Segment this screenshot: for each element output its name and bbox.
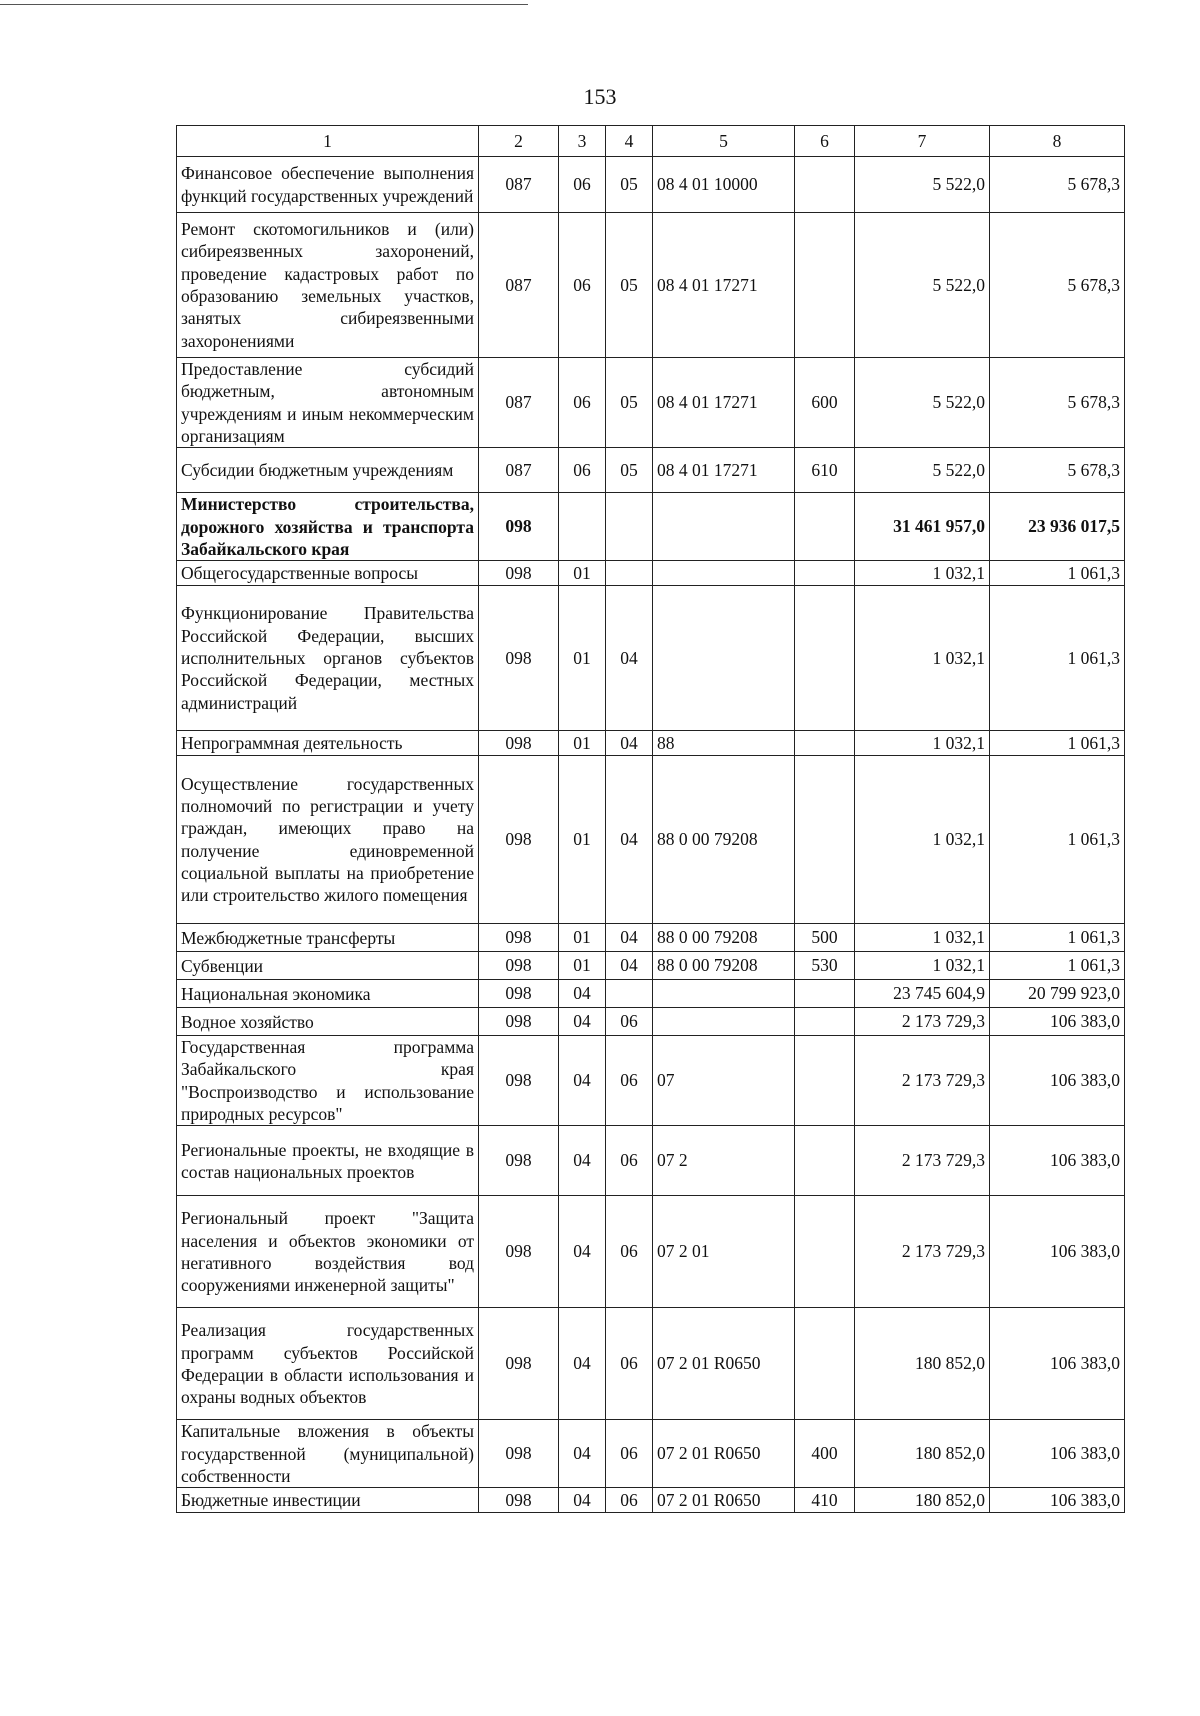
section-code: 04 — [559, 1420, 606, 1488]
grbs-code: 098 — [479, 586, 559, 731]
subsection-code — [606, 493, 653, 561]
row-name: Финансовое обеспечение выполнения функций государственных учреждений — [177, 157, 479, 213]
section-code: 01 — [559, 756, 606, 924]
table-row — [177, 1308, 1125, 1420]
table-row — [177, 448, 1125, 493]
grbs-code: 098 — [479, 731, 559, 756]
subsection-code — [606, 561, 653, 586]
target-article-code: 88 0 00 79208 — [653, 952, 795, 980]
amount-year-1: 5 522,0 — [855, 448, 990, 493]
section-code: 04 — [559, 1126, 606, 1196]
amount-year-1: 5 522,0 — [855, 157, 990, 213]
row-name: Водное хозяйство — [177, 1008, 479, 1036]
target-article-code: 07 — [653, 1036, 795, 1126]
row-name: Реализация государственных программ субъектов Российской Федерации в области использования и охраны водных объектов — [177, 1308, 479, 1420]
target-article-code: 08 4 01 10000 — [653, 157, 795, 213]
table-row — [177, 1036, 1125, 1126]
column-number-row — [177, 126, 1125, 157]
amount-year-1: 1 032,1 — [855, 731, 990, 756]
subsection-code: 06 — [606, 1420, 653, 1488]
grbs-code: 098 — [479, 1126, 559, 1196]
subsection-code: 06 — [606, 1488, 653, 1513]
grbs-code: 098 — [479, 952, 559, 980]
subsection-code: 05 — [606, 448, 653, 493]
section-code: 01 — [559, 952, 606, 980]
section-code: 04 — [559, 1196, 606, 1308]
expense-type-code — [795, 1008, 855, 1036]
subsection-code: 04 — [606, 952, 653, 980]
amount-year-1: 1 032,1 — [855, 924, 990, 952]
row-name: Общегосударственные вопросы — [177, 561, 479, 586]
section-code: 04 — [559, 1008, 606, 1036]
target-article-code: 07 2 01 R0650 — [653, 1308, 795, 1420]
target-article-code: 08 4 01 17271 — [653, 358, 795, 448]
target-article-code: 08 4 01 17271 — [653, 448, 795, 493]
row-name: Национальная экономика — [177, 980, 479, 1008]
grbs-code: 087 — [479, 358, 559, 448]
section-code: 01 — [559, 924, 606, 952]
row-name: Бюджетные инвестиции — [177, 1488, 479, 1513]
expense-type-code — [795, 1036, 855, 1126]
row-name: Государственная программа Забайкальского края "Воспроизводство и использование природных ресурсов" — [177, 1036, 479, 1126]
expense-type-code: 410 — [795, 1488, 855, 1513]
section-code: 06 — [559, 448, 606, 493]
section-code: 01 — [559, 586, 606, 731]
expense-type-code — [795, 561, 855, 586]
budget-table — [176, 125, 1125, 1513]
row-name: Ремонт скотомогильников и (или) сибиреязвенных захоронений, проведение кадастровых работ по образованию земельных участков, занятых сибиреязвенными захоронениями — [177, 213, 479, 358]
subsection-code: 05 — [606, 213, 653, 358]
section-code: 04 — [559, 1308, 606, 1420]
amount-year-2: 23 936 017,5 — [990, 493, 1125, 561]
expense-type-code — [795, 213, 855, 358]
row-name: Межбюджетные трансферты — [177, 924, 479, 952]
table-row — [177, 586, 1125, 731]
target-article-code: 07 2 01 R0650 — [653, 1488, 795, 1513]
table-row — [177, 1008, 1125, 1036]
amount-year-1: 180 852,0 — [855, 1420, 990, 1488]
amount-year-2: 5 678,3 — [990, 448, 1125, 493]
target-article-code — [653, 586, 795, 731]
grbs-code: 098 — [479, 980, 559, 1008]
subsection-code: 06 — [606, 1036, 653, 1126]
expense-type-code: 610 — [795, 448, 855, 493]
table-row — [177, 731, 1125, 756]
target-article-code — [653, 980, 795, 1008]
column-header: 2 — [479, 126, 559, 157]
amount-year-2: 106 383,0 — [990, 1036, 1125, 1126]
expense-type-code — [795, 586, 855, 731]
amount-year-1: 5 522,0 — [855, 358, 990, 448]
table-row — [177, 1126, 1125, 1196]
grbs-code: 098 — [479, 1488, 559, 1513]
section-code: 06 — [559, 358, 606, 448]
table-row — [177, 924, 1125, 952]
row-name: Региональные проекты, не входящие в состав национальных проектов — [177, 1126, 479, 1196]
row-name: Непрограммная деятельность — [177, 731, 479, 756]
target-article-code — [653, 493, 795, 561]
target-article-code: 07 2 01 R0650 — [653, 1420, 795, 1488]
amount-year-1: 31 461 957,0 — [855, 493, 990, 561]
expense-type-code — [795, 731, 855, 756]
expense-type-code: 600 — [795, 358, 855, 448]
section-code: 01 — [559, 561, 606, 586]
amount-year-1: 5 522,0 — [855, 213, 990, 358]
subsection-code: 04 — [606, 731, 653, 756]
section-code: 04 — [559, 1488, 606, 1513]
target-article-code: 88 0 00 79208 — [653, 756, 795, 924]
amount-year-2: 106 383,0 — [990, 1488, 1125, 1513]
amount-year-1: 1 032,1 — [855, 756, 990, 924]
amount-year-1: 1 032,1 — [855, 586, 990, 731]
column-header: 5 — [653, 126, 795, 157]
row-name: Осуществление государственных полномочий по регистрации и учету граждан, имеющих право на получение единовременной социальной выплаты на приобретение или строительство жилого помещения — [177, 756, 479, 924]
column-header: 1 — [177, 126, 479, 157]
section-code: 04 — [559, 980, 606, 1008]
amount-year-1: 23 745 604,9 — [855, 980, 990, 1008]
subsection-code: 06 — [606, 1196, 653, 1308]
row-name: Капитальные вложения в объекты государственной (муниципальной) собственности — [177, 1420, 479, 1488]
amount-year-2: 5 678,3 — [990, 157, 1125, 213]
grbs-code: 098 — [479, 493, 559, 561]
amount-year-2: 5 678,3 — [990, 213, 1125, 358]
subsection-code: 06 — [606, 1008, 653, 1036]
grbs-code: 098 — [479, 1308, 559, 1420]
row-name: Субвенции — [177, 952, 479, 980]
expense-type-code — [795, 493, 855, 561]
target-article-code: 08 4 01 17271 — [653, 213, 795, 358]
table-row — [177, 358, 1125, 448]
section-code: 04 — [559, 1036, 606, 1126]
amount-year-2: 106 383,0 — [990, 1420, 1125, 1488]
subsection-code: 04 — [606, 924, 653, 952]
amount-year-1: 2 173 729,3 — [855, 1196, 990, 1308]
amount-year-1: 1 032,1 — [855, 952, 990, 980]
expense-type-code — [795, 980, 855, 1008]
amount-year-2: 1 061,3 — [990, 756, 1125, 924]
grbs-code: 087 — [479, 213, 559, 358]
amount-year-2: 106 383,0 — [990, 1126, 1125, 1196]
table-row — [177, 1196, 1125, 1308]
target-article-code — [653, 1008, 795, 1036]
subsection-code: 06 — [606, 1126, 653, 1196]
table-row — [177, 157, 1125, 213]
row-name: Министерство строительства, дорожного хозяйства и транспорта Забайкальского края — [177, 493, 479, 561]
section-code: 06 — [559, 213, 606, 358]
amount-year-2: 5 678,3 — [990, 358, 1125, 448]
grbs-code: 087 — [479, 157, 559, 213]
amount-year-2: 20 799 923,0 — [990, 980, 1125, 1008]
section-code: 01 — [559, 731, 606, 756]
table-row — [177, 756, 1125, 924]
subsection-code: 05 — [606, 157, 653, 213]
subsection-code: 04 — [606, 756, 653, 924]
column-header: 7 — [855, 126, 990, 157]
top-edge-line — [0, 4, 528, 5]
table-row — [177, 493, 1125, 561]
column-header: 4 — [606, 126, 653, 157]
amount-year-2: 1 061,3 — [990, 952, 1125, 980]
target-article-code — [653, 561, 795, 586]
expense-type-code: 530 — [795, 952, 855, 980]
subsection-code: 05 — [606, 358, 653, 448]
target-article-code: 88 0 00 79208 — [653, 924, 795, 952]
target-article-code: 07 2 01 — [653, 1196, 795, 1308]
grbs-code: 098 — [479, 1196, 559, 1308]
table-row — [177, 952, 1125, 980]
expense-type-code — [795, 756, 855, 924]
grbs-code: 098 — [479, 561, 559, 586]
expense-type-code — [795, 1308, 855, 1420]
table-row — [177, 980, 1125, 1008]
subsection-code: 06 — [606, 1308, 653, 1420]
column-header: 3 — [559, 126, 606, 157]
grbs-code: 098 — [479, 1420, 559, 1488]
column-header: 6 — [795, 126, 855, 157]
column-header: 8 — [990, 126, 1125, 157]
amount-year-2: 1 061,3 — [990, 561, 1125, 586]
table-row — [177, 213, 1125, 358]
amount-year-2: 106 383,0 — [990, 1008, 1125, 1036]
amount-year-2: 1 061,3 — [990, 586, 1125, 731]
grbs-code: 098 — [479, 924, 559, 952]
expense-type-code: 500 — [795, 924, 855, 952]
amount-year-1: 180 852,0 — [855, 1488, 990, 1513]
amount-year-1: 180 852,0 — [855, 1308, 990, 1420]
table-row — [177, 1420, 1125, 1488]
grbs-code: 098 — [479, 756, 559, 924]
amount-year-2: 1 061,3 — [990, 731, 1125, 756]
amount-year-1: 2 173 729,3 — [855, 1126, 990, 1196]
subsection-code — [606, 980, 653, 1008]
target-article-code: 07 2 — [653, 1126, 795, 1196]
row-name: Функционирование Правительства Российской Федерации, высших исполнительных органов субъектов Российской Федерации, местных администраций — [177, 586, 479, 731]
row-name: Региональный проект "Защита населения и объектов экономики от негативного воздействия вод сооружениями инженерной защиты" — [177, 1196, 479, 1308]
expense-type-code — [795, 1196, 855, 1308]
grbs-code: 087 — [479, 448, 559, 493]
grbs-code: 098 — [479, 1036, 559, 1126]
table-row — [177, 1488, 1125, 1513]
subsection-code: 04 — [606, 586, 653, 731]
amount-year-1: 1 032,1 — [855, 561, 990, 586]
grbs-code: 098 — [479, 1008, 559, 1036]
expense-type-code — [795, 1126, 855, 1196]
amount-year-2: 1 061,3 — [990, 924, 1125, 952]
amount-year-2: 106 383,0 — [990, 1196, 1125, 1308]
amount-year-2: 106 383,0 — [990, 1308, 1125, 1420]
row-name: Предоставление субсидий бюджетным, автономным учреждениям и иным некоммерческим организациям — [177, 358, 479, 448]
row-name: Субсидии бюджетным учреждениям — [177, 448, 479, 493]
amount-year-1: 2 173 729,3 — [855, 1008, 990, 1036]
page-number: 153 — [583, 84, 617, 109]
target-article-code: 88 — [653, 731, 795, 756]
expense-type-code: 400 — [795, 1420, 855, 1488]
section-code: 06 — [559, 157, 606, 213]
expense-type-code — [795, 157, 855, 213]
table-row — [177, 561, 1125, 586]
section-code — [559, 493, 606, 561]
amount-year-1: 2 173 729,3 — [855, 1036, 990, 1126]
